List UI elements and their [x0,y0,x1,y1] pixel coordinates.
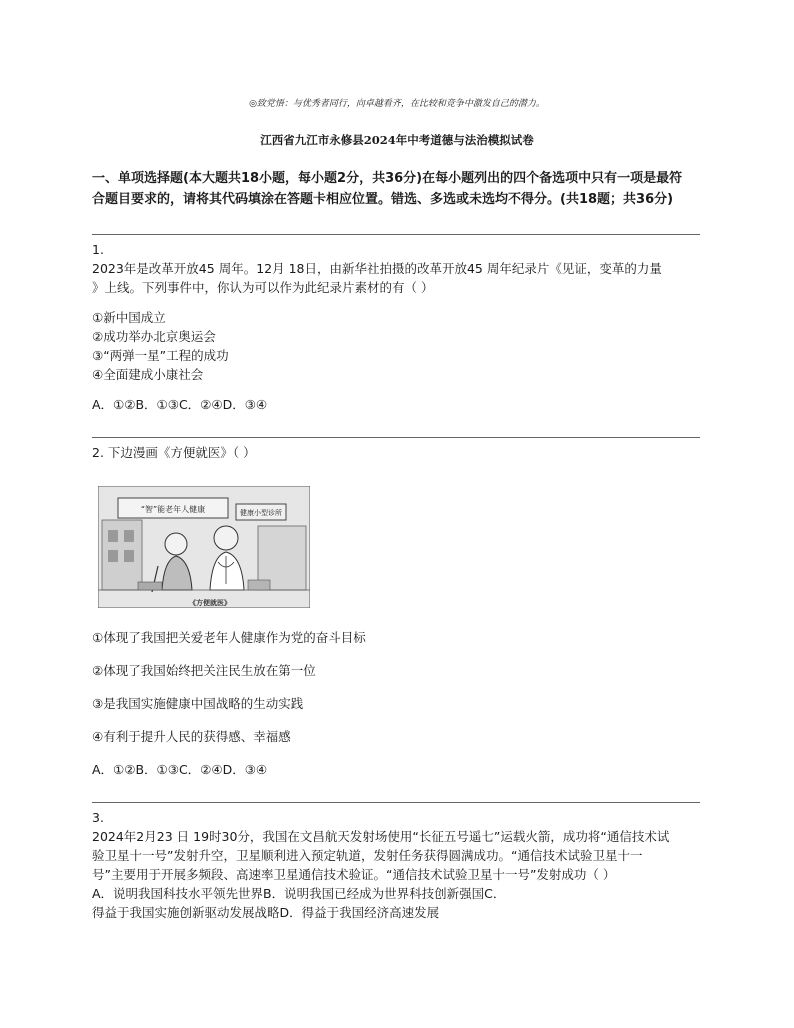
statement-item: ①体现了我国把关爱老年人健康作为党的奋斗目标 [92,630,366,645]
page-title: 江西省九江市永修县2024年中考道德与法治模拟试卷 [260,133,534,147]
section-heading-line: 一、单项选择题(本大题共18小题，每小题2分，共36分)在每小题列出的四个备选项中只有一项是最符 [92,171,683,186]
question-3 [92,808,704,922]
question-number: 1. [92,242,104,257]
answer-choices: A．①②B．①③C．②④D．③④ [92,762,268,777]
answer-choices: 得益于我国实施创新驱动发展战略D．得益于我国经济高速发展 [92,905,440,920]
question-divider [92,802,700,803]
question-number: 2. 下边漫画《方便就医》（ ） [92,445,256,460]
question-1 [92,240,704,414]
section-heading-line: 合题目要求的，请将其代码填涂在答题卡相应位置。错选、多选或未选均不得分。(共18题；共36分) [92,192,674,207]
question-stem-line: 2023年是改革开放45 周年。12月 18日，由新华社拍摄的改革开放45 周年纪录片《见证，变革的力量 [92,261,662,276]
answer-choices: A．①②B．①③C．②④D．③④ [92,397,268,412]
statement-list [92,308,704,384]
question-number: 3. [92,810,104,825]
statement-item: ③“两弹一星”工程的成功 [92,348,229,363]
question-divider [92,437,700,438]
statement-item: ①新中国成立 [92,310,166,325]
question-stem-line: 号”主要用于开展多频段、高速率卫星通信技术验证。“通信技术试验卫星十一号”发射成功（ ） [92,867,616,882]
answer-choices: A．说明我国科技水平领先世界B．说明我国已经成为世界科技创新强国C． [92,886,506,901]
cartoon-illustration [98,486,310,608]
statement-item: ②体现了我国始终把关注民生放在第一位 [92,663,316,678]
statement-item: ④全面建成小康社会 [92,367,204,382]
question-2-statements [92,628,704,779]
question-stem-line: 验卫星十一号”发射升空，卫星顺利进入预定轨道，发射任务获得圆满成功。“通信技术试验卫星十一 [92,848,643,863]
question-stem [92,259,704,297]
statement-item: ④有利于提升人民的获得感、幸福感 [92,729,291,744]
question-2 [92,443,704,462]
question-divider [92,234,700,235]
question-stem-line: 2024年2月23 日 19时30分，我国在文昌航天发射场使用“长征五号遥七”运载火箭，成功将“通信技术试 [92,829,670,844]
header-motto: ◎致党悟：与优秀者同行，向卓越看齐，在比较和竞争中激发自己的潜力。 [249,99,545,109]
cartoon-sign-text: 健康小型诊所 [240,509,282,517]
cartoon-caption: 《方便就医》 [189,599,231,607]
question-stem-line: 》上线。下列事件中，你认为可以作为此纪录片素材的有（ ） [92,280,434,295]
cartoon-banner-text: “智”能老年人健康 [140,505,206,514]
section-heading [92,168,704,210]
statement-item: ③是我国实施健康中国战略的生动实践 [92,696,304,711]
statement-item: ②成功举办北京奥运会 [92,329,216,344]
